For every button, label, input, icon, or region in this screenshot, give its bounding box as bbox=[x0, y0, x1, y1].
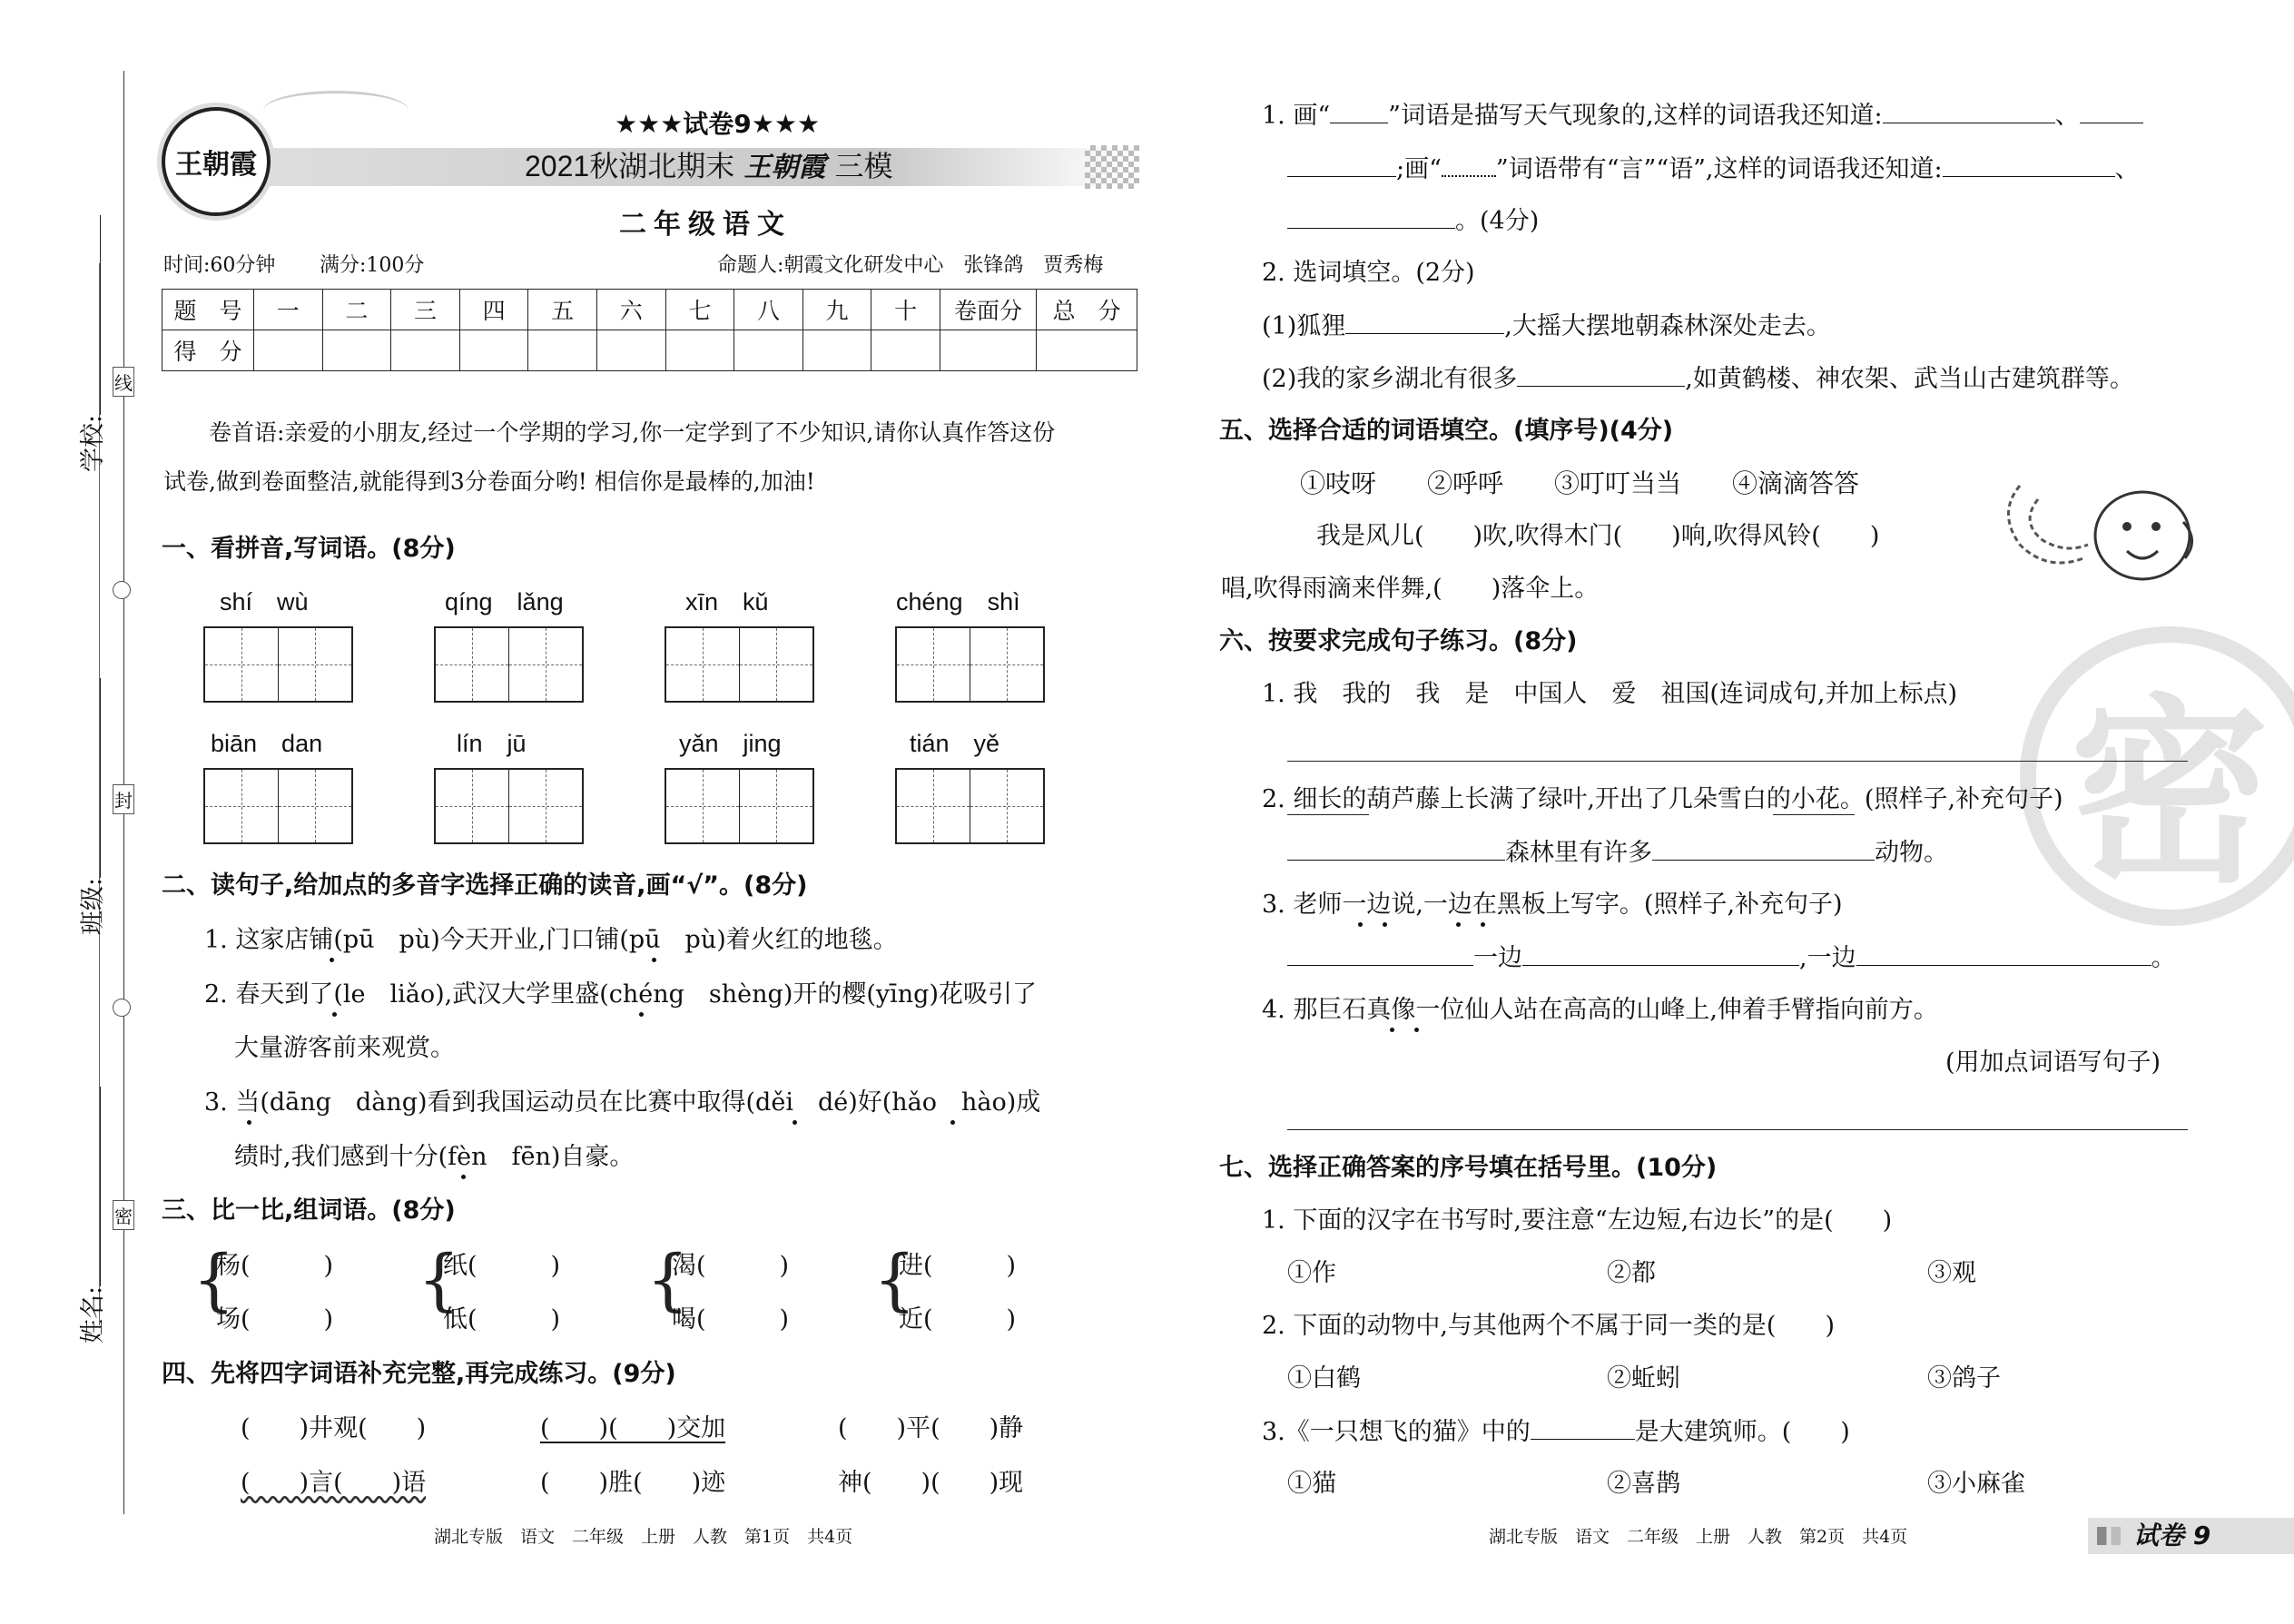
school-field[interactable] bbox=[73, 215, 108, 472]
s6-q2-underline-2 bbox=[1773, 814, 1855, 815]
footer-right: 湖北专版 语文 二年级 上册 人教 第2页 共4页 bbox=[1489, 1527, 1908, 1547]
s5-line-2[interactable]: 唱,吹得雨滴来伴舞,( )落伞上。 bbox=[1221, 575, 1600, 603]
s3-pair-2b[interactable]: 低( ) bbox=[443, 1305, 561, 1334]
score-table-score-row[interactable]: 得 分 bbox=[162, 330, 1137, 371]
s4-idiom-2[interactable]: ( )( )交加 bbox=[540, 1414, 726, 1442]
exam-title: 2021秋湖北期末 王朝霞 三模 bbox=[525, 150, 893, 183]
s1-grid-7[interactable] bbox=[665, 768, 814, 844]
binding-circle-1 bbox=[113, 581, 131, 599]
s4-title: 四、先将四字词语补充完整,再完成练习。(9分) bbox=[162, 1360, 676, 1388]
s6-q1-answer-line[interactable] bbox=[1287, 761, 2188, 762]
s3-pair-3a[interactable]: 渴( ) bbox=[672, 1252, 790, 1280]
corner-squares bbox=[2097, 1527, 2121, 1545]
s1-pinyin-3: xīn kǔ bbox=[685, 588, 769, 615]
footer-left: 湖北专版 语文 二年级 上册 人教 第1页 共4页 bbox=[434, 1527, 853, 1547]
binding-mark-seal: 封 bbox=[113, 784, 134, 814]
school-label: 学校: bbox=[79, 414, 107, 472]
s5-title: 五、选择合适的词语填空。(填序号)(4分) bbox=[1219, 417, 1674, 445]
s6-q4-note: (用加点词语写句子) bbox=[1945, 1048, 2161, 1077]
r1-q2-2[interactable]: (2)我的家乡湖北有很多 ,如黄鹤楼、神农架、武当山古建筑群等。 bbox=[1262, 365, 2134, 393]
s3-pair-3b[interactable]: 喝( ) bbox=[672, 1305, 790, 1334]
s2-q3-line1[interactable]: 3. 当(dāng dàng)看到我国运动员在比赛中取得(děi dé)好(hǎo hào)成 bbox=[204, 1088, 1041, 1117]
s7-q1-opt-3: ③观 bbox=[1927, 1259, 1976, 1287]
s1-pinyin-1: shí wù bbox=[220, 588, 309, 615]
s3-pair-4b[interactable]: 近( ) bbox=[899, 1305, 1017, 1334]
s7-q3[interactable]: 3.《一只想飞的猫》中的 是大建筑师。( ) bbox=[1262, 1418, 1850, 1446]
s1-pinyin-2: qíng lǎng bbox=[445, 588, 564, 615]
s1-title: 一、看拼音,写词语。(8分) bbox=[162, 535, 456, 563]
s1-pinyin-5: biān dan bbox=[211, 730, 323, 757]
s6-dot bbox=[1383, 922, 1387, 927]
s2-dot bbox=[332, 1012, 337, 1017]
s3-brace-4: { bbox=[873, 1241, 917, 1319]
s3-brace-2: { bbox=[418, 1241, 461, 1319]
logo-text: 王朝霞 bbox=[175, 149, 257, 181]
s4-idiom-6[interactable]: 神( )( )现 bbox=[838, 1469, 1024, 1497]
s5-options: ①吱呀 ②呼呼 ③叮叮当当 ④滴滴答答 bbox=[1300, 468, 1860, 498]
s6-q1: 1. 我 我的 我 是 中国人 爱 祖国(连词成句,并加上标点) bbox=[1262, 680, 1957, 708]
s2-dot bbox=[950, 1120, 955, 1125]
exam-full-score: 满分:100分 bbox=[320, 254, 425, 277]
binding-circle-2 bbox=[113, 999, 131, 1017]
s1-pinyin-8: tián yě bbox=[910, 730, 1000, 757]
s2-q3-line2: 绩时,我们感到十分(fèn fēn)自豪。 bbox=[234, 1143, 635, 1171]
wind-cartoon-icon bbox=[1993, 468, 2201, 604]
s1-pinyin-4: chéng shì bbox=[896, 588, 1020, 615]
score-table bbox=[162, 289, 1137, 371]
s2-title: 二、读句子,给加点的多音字选择正确的读音,画“√”。(8分) bbox=[162, 871, 808, 900]
s7-q2[interactable]: 2. 下面的动物中,与其他两个不属于同一类的是( ) bbox=[1262, 1312, 1835, 1340]
name-field[interactable] bbox=[73, 1087, 108, 1343]
r1-q2: 2. 选词填空。(2分) bbox=[1262, 259, 1475, 287]
s6-dot bbox=[1390, 1028, 1394, 1032]
subject-title: 二年级语文 bbox=[619, 209, 792, 241]
s1-grid-6[interactable] bbox=[434, 768, 584, 844]
s7-q2-opt-3: ③鸽子 bbox=[1927, 1364, 2001, 1393]
s2-dot bbox=[247, 1120, 251, 1125]
s2-dot bbox=[652, 958, 656, 962]
s6-q2-underline-1 bbox=[1287, 814, 1369, 815]
s6-q4: 4. 那巨石真像一位仙人站在高高的山峰上,伸着手臂指向前方。 bbox=[1262, 996, 1938, 1024]
s6-title: 六、按要求完成句子练习。(8分) bbox=[1219, 627, 1578, 655]
s5-line-1[interactable]: 我是风儿( )吹,吹得木门( )响,吹得风铃( ) bbox=[1316, 522, 1880, 550]
r1-q1-line2[interactable]: ;画“ ”词语带有“言”“语”,这样的词语我还知道: 、 bbox=[1287, 155, 2140, 182]
s1-grid-5[interactable] bbox=[203, 768, 353, 844]
header-ribbon bbox=[263, 91, 409, 130]
s4-idiom-1[interactable]: ( )井观( ) bbox=[241, 1414, 427, 1442]
s4-idiom-3[interactable]: ( )平( )静 bbox=[838, 1414, 1024, 1442]
series-label: ★★★试卷9★★★ bbox=[615, 109, 821, 139]
s2-q1[interactable]: 1. 这家店铺(pū pù)今天开业,门口铺(pū pù)着火红的地毯。 bbox=[204, 926, 898, 954]
s7-q3-opt-3: ③小麻雀 bbox=[1927, 1470, 2025, 1498]
s7-q3-opt-2: ②喜鹊 bbox=[1607, 1470, 1680, 1498]
s2-dot bbox=[461, 1175, 466, 1179]
s1-grid-8[interactable] bbox=[895, 768, 1045, 844]
s7-q1[interactable]: 1. 下面的汉字在书写时,要注意“左边短,右边长”的是( ) bbox=[1262, 1206, 1893, 1235]
s6-dot bbox=[1414, 1028, 1419, 1032]
s7-q2-opt-1: ①白鹤 bbox=[1287, 1364, 1361, 1393]
s1-pinyin-6: lín jū bbox=[457, 730, 527, 757]
s1-grid-4[interactable] bbox=[895, 626, 1045, 703]
binding-mark-tight: 密 bbox=[113, 1200, 134, 1230]
s1-grid-1[interactable] bbox=[203, 626, 353, 703]
s7-title: 七、选择正确答案的序号填在括号里。(10分) bbox=[1219, 1154, 1718, 1182]
corner-label: 试卷 9 bbox=[2133, 1521, 2211, 1550]
watermark-seal-text: 密 bbox=[2069, 677, 2269, 910]
s2-dot bbox=[793, 1120, 797, 1125]
s3-title: 三、比一比,组词语。(8分) bbox=[162, 1196, 456, 1225]
s7-q1-opt-1: ①作 bbox=[1287, 1259, 1336, 1287]
s6-q2: 2. 细长的葫芦藤上长满了绿叶,开出了几朵雪白的小花。(照样子,补充句子) bbox=[1262, 785, 2063, 813]
s6-dot bbox=[1481, 922, 1485, 927]
s6-q4-answer-line[interactable] bbox=[1287, 1129, 2188, 1130]
s4-idiom-4[interactable]: ( )言( )语 bbox=[241, 1469, 427, 1497]
logo bbox=[162, 107, 271, 216]
s6-q3-answer[interactable]: 一边 ,一边 。 bbox=[1287, 945, 2176, 970]
s6-dot bbox=[1358, 922, 1363, 927]
r1-q1-line3[interactable]: 。(4分) bbox=[1287, 208, 1539, 233]
s3-pair-4a[interactable]: 进( ) bbox=[899, 1252, 1017, 1280]
s3-pair-2a[interactable]: 纸( ) bbox=[443, 1252, 561, 1280]
class-label: 班级: bbox=[79, 877, 107, 935]
s3-brace-1: { bbox=[192, 1241, 236, 1319]
header-checker bbox=[1085, 145, 1139, 189]
exam-authors: 命题人:朝霞文化研发中心 张锋鸽 贾秀梅 bbox=[717, 254, 1104, 277]
s2-dot bbox=[639, 1012, 644, 1017]
class-field[interactable] bbox=[73, 678, 108, 935]
s2-q2-line1[interactable]: 2. 春天到了(le liǎo),武汉大学里盛(chéng shèng)开的樱(yīng)花吸引了 bbox=[204, 980, 1037, 1009]
s7-q3-opt-1: ①猫 bbox=[1287, 1470, 1336, 1498]
exam-time: 时间:60分钟 bbox=[163, 254, 276, 277]
name-label: 姓名: bbox=[79, 1285, 107, 1343]
score-table-header-row: 题 号 一 二 三 四 五 六 七 八 九 十 卷面分 总 分 bbox=[162, 290, 1137, 330]
s1-grid-2[interactable] bbox=[434, 626, 584, 703]
s4-idiom-5[interactable]: ( )胜( )迹 bbox=[540, 1469, 726, 1497]
binding-mark-line: 线 bbox=[113, 367, 134, 397]
s3-pair-1a[interactable]: 杨( ) bbox=[216, 1252, 334, 1280]
watermark-seal bbox=[2020, 626, 2294, 926]
s3-pair-1b[interactable]: 场( ) bbox=[216, 1305, 334, 1334]
r1-q1-line1[interactable]: 1. 画“ ”词语是描写天气现象的,这样的词语我还知道: 、 bbox=[1262, 103, 2143, 128]
r1-q2-1[interactable]: (1)狐狸 ,大摇大摆地朝森林深处走去。 bbox=[1262, 312, 1831, 340]
s1-pinyin-7: yǎn jing bbox=[679, 730, 782, 757]
intro-line-1: 卷首语:亲爱的小朋友,经过一个学期的学习,你一定学到了不少知识,请你认真作答这份 bbox=[209, 419, 1056, 446]
intro-line-2: 试卷,做到卷面整洁,就能得到3分卷面分哟! 相信你是最棒的,加油! bbox=[163, 468, 815, 495]
s6-dot bbox=[1456, 922, 1461, 927]
s3-brace-3: { bbox=[646, 1241, 690, 1319]
s7-q2-opt-2: ②蚯蚓 bbox=[1607, 1364, 1680, 1393]
s6-q3: 3. 老师一边说,一边在黑板上写字。(照样子,补充句子) bbox=[1262, 891, 1843, 919]
s7-q1-opt-2: ②都 bbox=[1607, 1259, 1656, 1287]
s6-q2-answer[interactable]: 森林里有许多 动物。 bbox=[1287, 840, 1948, 865]
s2-dot bbox=[330, 958, 334, 962]
s1-grid-3[interactable] bbox=[665, 626, 814, 703]
s2-q2-line2: 大量游客前来观赏。 bbox=[234, 1034, 455, 1062]
